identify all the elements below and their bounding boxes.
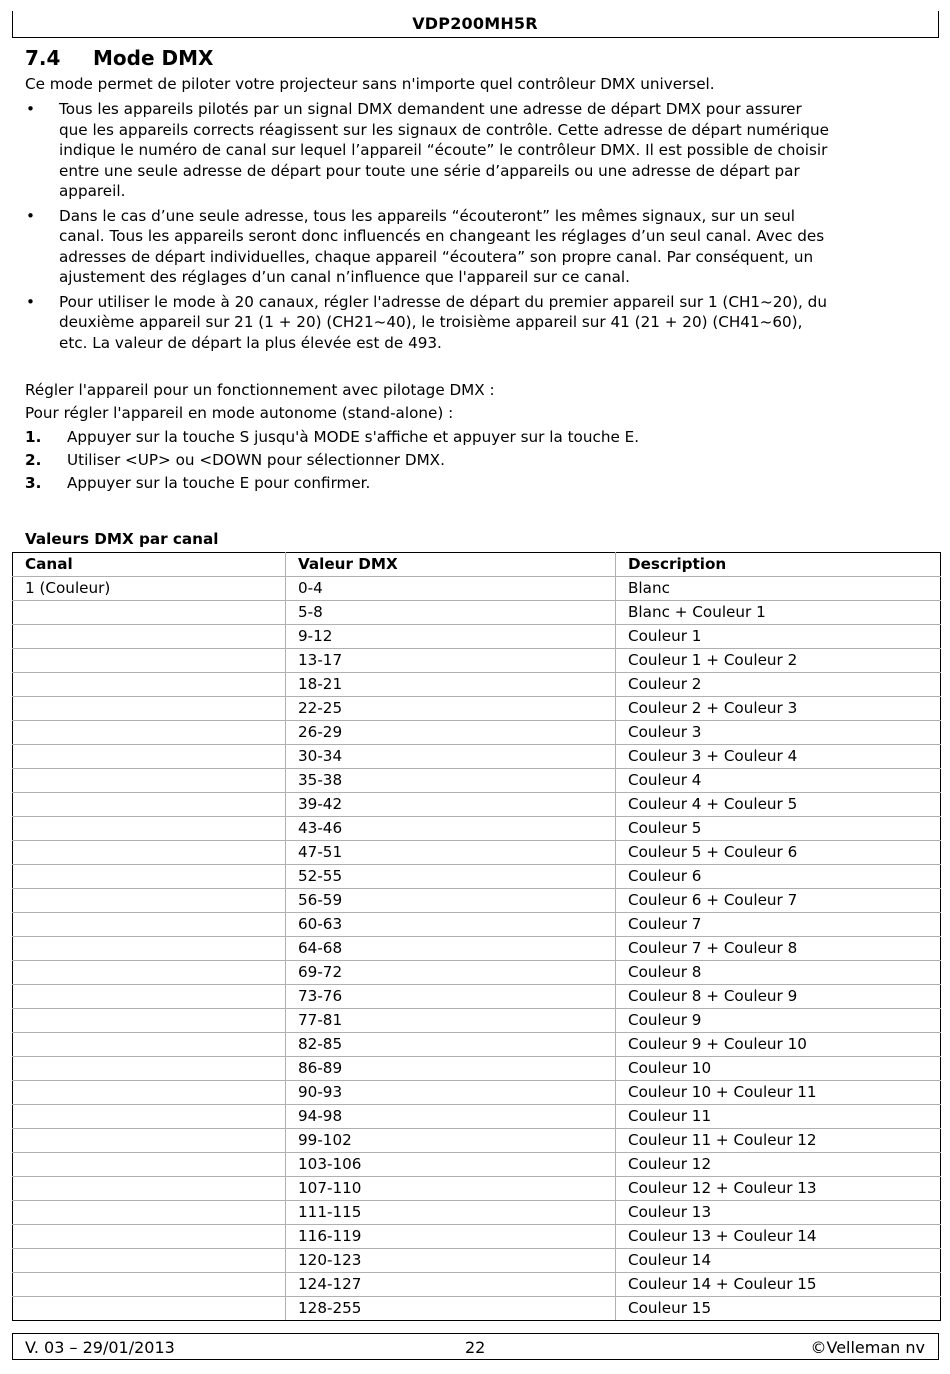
table-row [13, 1033, 941, 1057]
cell-description: Couleur 3 [616, 721, 941, 745]
step-number: 3. [25, 474, 42, 492]
footer-page-number: 22 [465, 1338, 486, 1357]
cell-valeur-dmx: 103-106 [286, 1153, 616, 1177]
dmx-values-table [12, 552, 941, 1321]
table-row [13, 697, 941, 721]
footer [12, 1333, 939, 1360]
table-row [13, 769, 941, 793]
table-title: Valeurs DMX par canal [25, 530, 219, 548]
cell-valeur-dmx: 47-51 [286, 841, 616, 865]
cell-valeur-dmx: 5-8 [286, 601, 616, 625]
cell-description: Couleur 14 [616, 1249, 941, 1273]
cell-canal [13, 937, 286, 961]
cell-valeur-dmx: 107-110 [286, 1177, 616, 1201]
cell-canal [13, 745, 286, 769]
bullet-line: Dans le cas d’une seule adresse, tous les appareils “écouteront” les mêmes signaux, sur un seul [59, 206, 795, 225]
table-row [13, 1225, 941, 1249]
step-text: Appuyer sur la touche E pour confirmer. [67, 474, 371, 492]
cell-canal [13, 1033, 286, 1057]
cell-description: Couleur 6 [616, 865, 941, 889]
cell-valeur-dmx: 0-4 [286, 577, 616, 601]
table-row [13, 817, 941, 841]
cell-canal: 1 (Couleur) [13, 577, 286, 601]
cell-description: Couleur 15 [616, 1297, 941, 1321]
step-number: 1. [25, 428, 42, 446]
cell-description: Couleur 8 + Couleur 9 [616, 985, 941, 1009]
cell-description: Couleur 13 + Couleur 14 [616, 1225, 941, 1249]
column-header-description: Description [616, 553, 941, 577]
cell-description: Couleur 7 + Couleur 8 [616, 937, 941, 961]
cell-description: Couleur 3 + Couleur 4 [616, 745, 941, 769]
cell-canal [13, 1273, 286, 1297]
cell-valeur-dmx: 82-85 [286, 1033, 616, 1057]
cell-canal [13, 865, 286, 889]
setup-line-1: Régler l'appareil pour un fonctionnement avec pilotage DMX : [25, 381, 495, 399]
table-row [13, 1009, 941, 1033]
cell-canal [13, 1297, 286, 1321]
cell-valeur-dmx: 77-81 [286, 1009, 616, 1033]
bullet-line: Pour utiliser le mode à 20 canaux, régler l'adresse de départ du premier appareil sur 1 (CH1~20), du [59, 292, 827, 311]
table-row [13, 649, 941, 673]
cell-valeur-dmx: 30-34 [286, 745, 616, 769]
cell-valeur-dmx: 18-21 [286, 673, 616, 697]
table-row [13, 865, 941, 889]
cell-valeur-dmx: 116-119 [286, 1225, 616, 1249]
bullet-line: indique le numéro de canal sur lequel l’appareil “écoute” le contrôleur DMX. Il est possible de choisir [59, 141, 828, 159]
cell-description: Couleur 11 + Couleur 12 [616, 1129, 941, 1153]
cell-valeur-dmx: 52-55 [286, 865, 616, 889]
cell-canal [13, 625, 286, 649]
table-row [13, 1153, 941, 1177]
cell-canal [13, 1153, 286, 1177]
cell-canal [13, 769, 286, 793]
table-row [13, 1249, 941, 1273]
footer-copyright: ©Velleman nv [810, 1338, 925, 1357]
column-header-canal: Canal [13, 553, 286, 577]
cell-valeur-dmx: 94-98 [286, 1105, 616, 1129]
table-row [13, 985, 941, 1009]
cell-valeur-dmx: 43-46 [286, 817, 616, 841]
bullet-line: canal. Tous les appareils seront donc influencés en changeant les réglages d’un seul canal. Avec des [59, 227, 825, 245]
cell-canal [13, 889, 286, 913]
cell-description: Blanc + Couleur 1 [616, 601, 941, 625]
table-row [13, 889, 941, 913]
cell-valeur-dmx: 22-25 [286, 697, 616, 721]
bullet-list [25, 99, 925, 357]
table-row [13, 1129, 941, 1153]
cell-canal [13, 913, 286, 937]
table-row [13, 793, 941, 817]
bullet-line: adresses de départ individuelles, chaque appareil “écoutera” son propre canal. Par conséquent, un [59, 247, 814, 266]
cell-valeur-dmx: 73-76 [286, 985, 616, 1009]
cell-canal [13, 1201, 286, 1225]
table-row [13, 841, 941, 865]
cell-valeur-dmx: 86-89 [286, 1057, 616, 1081]
cell-valeur-dmx: 64-68 [286, 937, 616, 961]
column-header-valeur: Valeur DMX [286, 553, 616, 577]
table-row [13, 1201, 941, 1225]
cell-description: Couleur 9 [616, 1009, 941, 1033]
cell-canal [13, 1177, 286, 1201]
table-row [13, 721, 941, 745]
table-row [13, 745, 941, 769]
table-row [13, 961, 941, 985]
table-row [13, 673, 941, 697]
step-text: Appuyer sur la touche S jusqu'à MODE s'affiche et appuyer sur la touche E. [67, 428, 640, 446]
cell-description: Blanc [616, 577, 941, 601]
cell-valeur-dmx: 90-93 [286, 1081, 616, 1105]
cell-canal [13, 1105, 286, 1129]
cell-description: Couleur 11 [616, 1105, 941, 1129]
step-number: 2. [25, 451, 42, 469]
cell-valeur-dmx: 60-63 [286, 913, 616, 937]
cell-valeur-dmx: 69-72 [286, 961, 616, 985]
cell-canal [13, 1249, 286, 1273]
cell-description: Couleur 10 [616, 1057, 941, 1081]
cell-canal [13, 1009, 286, 1033]
step-item [25, 426, 639, 449]
cell-valeur-dmx: 13-17 [286, 649, 616, 673]
cell-canal [13, 1081, 286, 1105]
section-title: Mode DMX [93, 46, 214, 70]
cell-description: Couleur 10 + Couleur 11 [616, 1081, 941, 1105]
table-row [13, 937, 941, 961]
step-item [25, 472, 639, 495]
cell-canal [13, 721, 286, 745]
bullet-item-3 [25, 292, 925, 354]
bullet-line: deuxième appareil sur 21 (1 + 20) (CH21~40), le troisième appareil sur 41 (21 + 20) (CH41~60), [59, 313, 803, 331]
cell-canal [13, 961, 286, 985]
table-row [13, 1081, 941, 1105]
cell-valeur-dmx: 26-29 [286, 721, 616, 745]
cell-valeur-dmx: 124-127 [286, 1273, 616, 1297]
section-number: 7.4 [25, 46, 61, 70]
cell-canal [13, 649, 286, 673]
table-row [13, 577, 941, 601]
intro-paragraph: Ce mode permet de piloter votre projecteur sans n'importe quel contrôleur DMX universel. [25, 75, 715, 93]
bullet-line: entre une seule adresse de départ pour toute une série d’appareils ou une adresse de départ par [59, 161, 800, 180]
cell-description: Couleur 1 + Couleur 2 [616, 649, 941, 673]
cell-description: Couleur 2 [616, 673, 941, 697]
cell-description: Couleur 4 + Couleur 5 [616, 793, 941, 817]
cell-canal [13, 697, 286, 721]
footer-version: V. 03 – 29/01/2013 [25, 1338, 175, 1357]
table-row [13, 913, 941, 937]
cell-description: Couleur 12 + Couleur 13 [616, 1177, 941, 1201]
cell-description: Couleur 14 + Couleur 15 [616, 1273, 941, 1297]
table-row [13, 1297, 941, 1321]
table-row [13, 601, 941, 625]
cell-description: Couleur 7 [616, 913, 941, 937]
cell-description: Couleur 4 [616, 769, 941, 793]
cell-description: Couleur 1 [616, 625, 941, 649]
cell-description: Couleur 13 [616, 1201, 941, 1225]
cell-description: Couleur 5 [616, 817, 941, 841]
cell-description: Couleur 6 + Couleur 7 [616, 889, 941, 913]
steps-list [25, 426, 639, 495]
bullet-line: que les appareils corrects réagissent sur les signaux de contrôle. Cette adresse de départ numérique [59, 120, 829, 139]
table-body [13, 577, 941, 1321]
step-text: Utiliser <UP> ou <DOWN pour sélectionner DMX. [67, 451, 445, 469]
cell-canal [13, 1057, 286, 1081]
cell-valeur-dmx: 56-59 [286, 889, 616, 913]
bullet-dot: • [26, 292, 35, 311]
bullet-dot: • [26, 100, 35, 118]
table-row [13, 625, 941, 649]
bullet-line: appareil. [59, 182, 126, 200]
cell-canal [13, 1225, 286, 1249]
cell-valeur-dmx: 35-38 [286, 769, 616, 793]
bullet-item-1 [25, 99, 925, 202]
cell-canal [13, 1129, 286, 1153]
setup-line-2: Pour régler l'appareil en mode autonome (stand-alone) : [25, 404, 454, 422]
cell-canal [13, 817, 286, 841]
cell-valeur-dmx: 99-102 [286, 1129, 616, 1153]
cell-valeur-dmx: 9-12 [286, 625, 616, 649]
cell-canal [13, 793, 286, 817]
cell-valeur-dmx: 120-123 [286, 1249, 616, 1273]
table-header-row [13, 553, 941, 577]
table-row [13, 1177, 941, 1201]
cell-canal [13, 601, 286, 625]
bullet-item-2 [25, 206, 925, 288]
bullet-line: Tous les appareils pilotés par un signal DMX demandent une adresse de départ DMX pour assurer [59, 100, 802, 118]
cell-description: Couleur 8 [616, 961, 941, 985]
table-row [13, 1105, 941, 1129]
cell-description: Couleur 9 + Couleur 10 [616, 1033, 941, 1057]
table-row [13, 1273, 941, 1297]
cell-canal [13, 985, 286, 1009]
cell-valeur-dmx: 111-115 [286, 1201, 616, 1225]
cell-canal [13, 841, 286, 865]
bullet-line: etc. La valeur de départ la plus élevée est de 493. [59, 333, 442, 352]
cell-description: Couleur 12 [616, 1153, 941, 1177]
cell-description: Couleur 5 + Couleur 6 [616, 841, 941, 865]
bullet-dot: • [26, 206, 35, 225]
cell-canal [13, 673, 286, 697]
document-model-title: VDP200MH5R [412, 14, 538, 33]
bullet-line: ajustement des réglages d’un canal n’influence que l'appareil sur ce canal. [59, 268, 630, 286]
section-heading [25, 46, 213, 70]
cell-valeur-dmx: 39-42 [286, 793, 616, 817]
step-item [25, 449, 639, 472]
cell-description: Couleur 2 + Couleur 3 [616, 697, 941, 721]
cell-valeur-dmx: 128-255 [286, 1297, 616, 1321]
table-row [13, 1057, 941, 1081]
